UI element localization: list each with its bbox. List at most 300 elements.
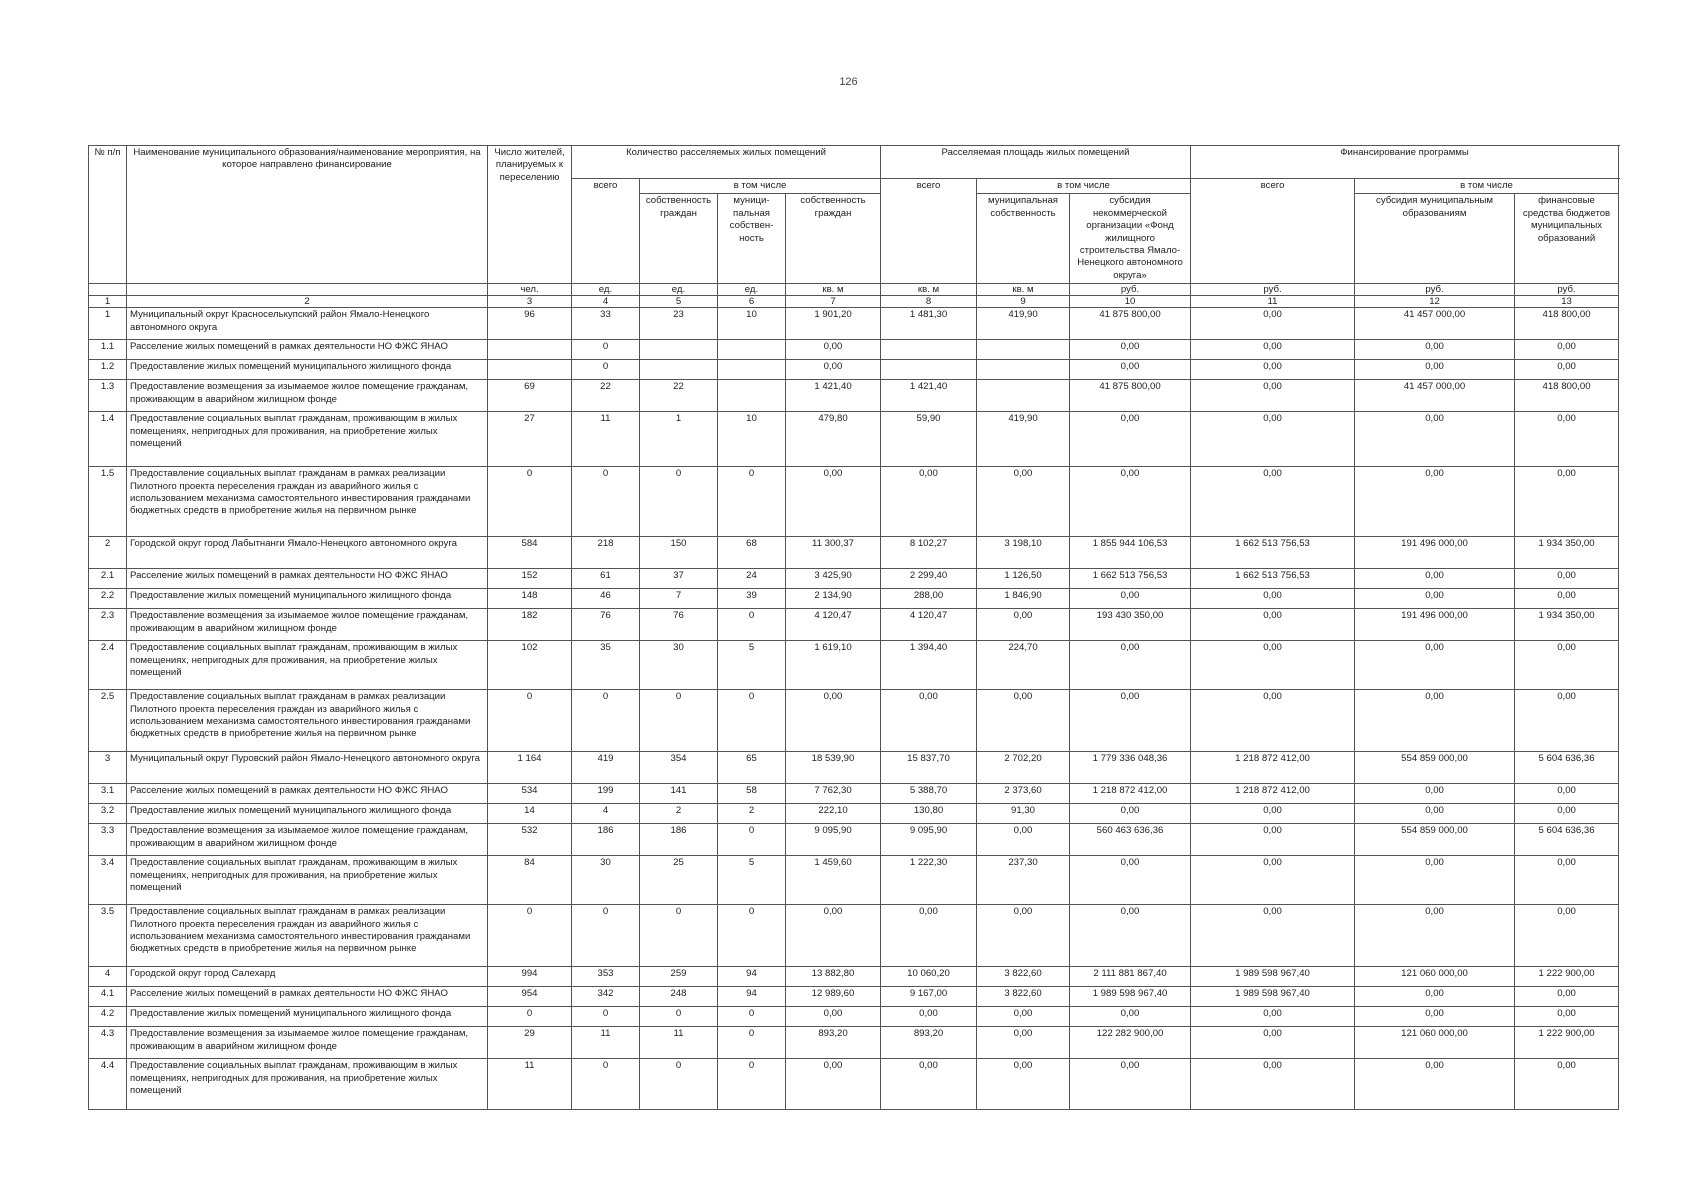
row-value: 0,00 xyxy=(1515,1059,1619,1110)
row-value: 1 164 xyxy=(488,752,572,784)
row-value: 11 xyxy=(488,1059,572,1110)
row-value xyxy=(640,340,718,360)
row-value: 0,00 xyxy=(786,905,881,967)
row-value: 7 762,30 xyxy=(786,784,881,804)
row-value: 0,00 xyxy=(1191,467,1355,537)
row-value: 58 xyxy=(718,784,786,804)
row-value xyxy=(977,360,1070,380)
table-row xyxy=(89,641,1619,690)
column-number: 11 xyxy=(1191,296,1355,308)
row-value: 0 xyxy=(488,905,572,967)
row-value: 76 xyxy=(572,609,640,641)
row-value: 1 xyxy=(640,412,718,467)
row-value: 1 222,30 xyxy=(881,856,977,905)
row-value: 152 xyxy=(488,569,572,589)
row-value: 1 934 350,00 xyxy=(1515,537,1619,569)
row-value: 0,00 xyxy=(1070,804,1191,824)
row-name: Муниципальный округ Красноселькупский район Ямало-Ненецкого автономного округа xyxy=(127,308,488,340)
row-value: 1 989 598 967,40 xyxy=(1191,987,1355,1007)
row-value: 0,00 xyxy=(1191,1007,1355,1027)
row-value xyxy=(488,340,572,360)
unit-cell: кв. м xyxy=(977,284,1070,296)
row-value: 33 xyxy=(572,308,640,340)
row-value: 0,00 xyxy=(1191,412,1355,467)
row-name: Предоставление жилых помещений муниципального жилищного фонда xyxy=(127,360,488,380)
row-value: 0,00 xyxy=(1191,804,1355,824)
row-name: Предоставление социальных выплат гражданам, проживающим в жилых помещениях, непригодных для проживания, на приобретение жилых помещений xyxy=(127,1059,488,1110)
row-value: 0,00 xyxy=(1070,641,1191,690)
row-value: 0,00 xyxy=(1515,641,1619,690)
unit-cell: руб. xyxy=(1515,284,1619,296)
table-row xyxy=(89,380,1619,412)
header-rooms-total: всего xyxy=(572,179,640,284)
row-value: 0,00 xyxy=(977,1027,1070,1059)
row-value: 0,00 xyxy=(1515,987,1619,1007)
row-number: 1.4 xyxy=(89,412,127,467)
row-value: 4 xyxy=(572,804,640,824)
row-value: 0 xyxy=(572,1059,640,1110)
header-name: Наименование муниципального образования/наименование мероприятия, на которое направлено финансирование xyxy=(127,146,488,284)
row-value: 0,00 xyxy=(1515,412,1619,467)
row-value: 419,90 xyxy=(977,308,1070,340)
row-value: 9 167,00 xyxy=(881,987,977,1007)
row-value: 9 095,90 xyxy=(786,824,881,856)
row-value: 419 xyxy=(572,752,640,784)
row-value: 0,00 xyxy=(1070,589,1191,609)
row-value: 0 xyxy=(640,467,718,537)
row-value: 96 xyxy=(488,308,572,340)
row-value: 0,00 xyxy=(1355,1007,1515,1027)
row-value: 0,00 xyxy=(1355,569,1515,589)
row-value: 0,00 xyxy=(1515,804,1619,824)
row-name: Предоставление возмещения за изымаемое жилое помещение гражданам, проживающим в аварийном жилищном фонде xyxy=(127,824,488,856)
table-row xyxy=(89,752,1619,784)
row-value: 1 846,90 xyxy=(977,589,1070,609)
row-value: 150 xyxy=(640,537,718,569)
row-value: 342 xyxy=(572,987,640,1007)
unit-cell: руб. xyxy=(1070,284,1191,296)
row-value: 0,00 xyxy=(1355,412,1515,467)
row-value: 0,00 xyxy=(881,905,977,967)
row-value: 0 xyxy=(640,905,718,967)
row-number: 4.4 xyxy=(89,1059,127,1110)
row-value: 1 855 944 106,53 xyxy=(1070,537,1191,569)
row-value: 191 496 000,00 xyxy=(1355,537,1515,569)
row-value: 22 xyxy=(640,380,718,412)
table-row xyxy=(89,569,1619,589)
row-value: 59,90 xyxy=(881,412,977,467)
row-value: 893,20 xyxy=(786,1027,881,1059)
row-value: 584 xyxy=(488,537,572,569)
row-value: 954 xyxy=(488,987,572,1007)
page-number: 126 xyxy=(839,76,858,88)
row-number: 3.5 xyxy=(89,905,127,967)
row-value: 0,00 xyxy=(1070,856,1191,905)
table-row xyxy=(89,1007,1619,1027)
row-value: 1 421,40 xyxy=(786,380,881,412)
row-value xyxy=(881,360,977,380)
row-name: Предоставление жилых помещений муниципального жилищного фонда xyxy=(127,804,488,824)
row-value: 1 989 598 967,40 xyxy=(1070,987,1191,1007)
row-value: 0,00 xyxy=(1355,340,1515,360)
row-value: 193 430 350,00 xyxy=(1070,609,1191,641)
row-value: 0,00 xyxy=(881,690,977,752)
row-value: 353 xyxy=(572,967,640,987)
row-value: 0,00 xyxy=(1191,905,1355,967)
row-name: Предоставление социальных выплат гражданам, проживающим в жилых помещениях, непригодных для проживания, на приобретение жилых помещений xyxy=(127,856,488,905)
table-row xyxy=(89,824,1619,856)
column-number: 12 xyxy=(1355,296,1515,308)
row-value: 0,00 xyxy=(1070,412,1191,467)
row-value: 532 xyxy=(488,824,572,856)
row-value xyxy=(488,360,572,380)
row-number: 1.3 xyxy=(89,380,127,412)
row-value: 10 060,20 xyxy=(881,967,977,987)
row-value: 24 xyxy=(718,569,786,589)
row-value: 0,00 xyxy=(977,824,1070,856)
row-number: 3.3 xyxy=(89,824,127,856)
row-value: 0,00 xyxy=(786,467,881,537)
row-value: 2 702,20 xyxy=(977,752,1070,784)
table-row xyxy=(89,308,1619,340)
row-number: 1 xyxy=(89,308,127,340)
row-value: 5 604 636,36 xyxy=(1515,752,1619,784)
row-value: 1 459,60 xyxy=(786,856,881,905)
row-value: 30 xyxy=(572,856,640,905)
row-value: 0,00 xyxy=(1515,360,1619,380)
row-value: 11 xyxy=(572,1027,640,1059)
row-value: 0,00 xyxy=(1355,690,1515,752)
row-value: 41 875 800,00 xyxy=(1070,308,1191,340)
row-value: 122 282 900,00 xyxy=(1070,1027,1191,1059)
row-value: 3 822,60 xyxy=(977,987,1070,1007)
row-value: 222,10 xyxy=(786,804,881,824)
row-value: 46 xyxy=(572,589,640,609)
row-value: 0 xyxy=(572,905,640,967)
row-value: 0,00 xyxy=(1191,589,1355,609)
row-name: Предоставление жилых помещений муниципального жилищного фонда xyxy=(127,1007,488,1027)
row-value: 11 300,37 xyxy=(786,537,881,569)
row-value: 84 xyxy=(488,856,572,905)
column-number: 9 xyxy=(977,296,1070,308)
table-row xyxy=(89,967,1619,987)
row-value: 2 373,60 xyxy=(977,784,1070,804)
row-value: 0,00 xyxy=(977,609,1070,641)
table-row xyxy=(89,804,1619,824)
row-value: 0,00 xyxy=(1355,905,1515,967)
row-value: 237,30 xyxy=(977,856,1070,905)
row-value: 1 218 872 412,00 xyxy=(1070,784,1191,804)
row-value: 4 120,47 xyxy=(881,609,977,641)
row-value: 0 xyxy=(572,467,640,537)
row-value: 102 xyxy=(488,641,572,690)
row-value: 0,00 xyxy=(1515,1007,1619,1027)
row-value: 354 xyxy=(640,752,718,784)
row-name: Предоставление возмещения за изымаемое жилое помещение гражданам, проживающим в аварийном жилищном фонде xyxy=(127,380,488,412)
row-value: 0,00 xyxy=(1191,641,1355,690)
row-value: 27 xyxy=(488,412,572,467)
row-value: 61 xyxy=(572,569,640,589)
row-value: 0,00 xyxy=(1515,784,1619,804)
row-name: Предоставление социальных выплат гражданам, проживающим в жилых помещениях, непригодных для проживания, на приобретение жилых помещений xyxy=(127,641,488,690)
table-row xyxy=(89,412,1619,467)
row-value: 11 xyxy=(640,1027,718,1059)
row-value: 1 222 900,00 xyxy=(1515,1027,1619,1059)
row-value: 1 779 336 048,36 xyxy=(1070,752,1191,784)
row-value: 0,00 xyxy=(786,1007,881,1027)
row-value: 1 662 513 756,53 xyxy=(1191,537,1355,569)
row-value: 25 xyxy=(640,856,718,905)
row-value: 0,00 xyxy=(1515,905,1619,967)
row-value: 5 388,70 xyxy=(881,784,977,804)
row-value xyxy=(881,340,977,360)
header-rooms-municipal: муници-пальная собствен-ность xyxy=(718,194,786,284)
header-area-group: Расселяемая площадь жилых помещений xyxy=(881,146,1191,179)
table-header xyxy=(89,146,1619,308)
row-value: 0,00 xyxy=(1070,1007,1191,1027)
row-name: Расселение жилых помещений в рамках деятельности НО ФЖС ЯНАО xyxy=(127,340,488,360)
row-number: 4.1 xyxy=(89,987,127,1007)
row-value: 0 xyxy=(718,609,786,641)
row-value: 35 xyxy=(572,641,640,690)
row-value: 2 111 881 867,40 xyxy=(1070,967,1191,987)
row-value: 2 xyxy=(640,804,718,824)
row-value: 0,00 xyxy=(1355,360,1515,380)
row-value: 0,00 xyxy=(1070,340,1191,360)
program-table xyxy=(88,145,1619,1110)
header-fin-including: в том числе xyxy=(1355,179,1619,194)
row-value: 1 222 900,00 xyxy=(1515,967,1619,987)
row-value: 224,70 xyxy=(977,641,1070,690)
row-value: 23 xyxy=(640,308,718,340)
row-value xyxy=(977,380,1070,412)
column-number: 13 xyxy=(1515,296,1619,308)
row-name: Предоставление социальных выплат гражданам в рамках реализации Пилотного проекта переселения граждан из аварийного жилья с использованием механизма самостоятельного инвестирования гражданами бюджетных средств в приобретение жилья на первичном рынке xyxy=(127,467,488,537)
row-value: 39 xyxy=(718,589,786,609)
row-value: 3 822,60 xyxy=(977,967,1070,987)
row-value: 0,00 xyxy=(1191,824,1355,856)
row-value: 1 934 350,00 xyxy=(1515,609,1619,641)
table-body xyxy=(89,308,1619,1110)
column-number: 8 xyxy=(881,296,977,308)
row-value: 0,00 xyxy=(977,1059,1070,1110)
row-value: 0 xyxy=(718,1059,786,1110)
row-value: 0 xyxy=(718,690,786,752)
row-value: 2 299,40 xyxy=(881,569,977,589)
row-value: 0,00 xyxy=(1191,1059,1355,1110)
row-name: Городской округ город Салехард xyxy=(127,967,488,987)
row-value: 0 xyxy=(572,1007,640,1027)
row-value: 419,90 xyxy=(977,412,1070,467)
row-value: 1 218 872 412,00 xyxy=(1191,784,1355,804)
row-value: 0,00 xyxy=(1355,589,1515,609)
row-value: 4 120,47 xyxy=(786,609,881,641)
column-numbers-row xyxy=(89,296,1619,308)
unit-cell: руб. xyxy=(1355,284,1515,296)
row-value: 65 xyxy=(718,752,786,784)
row-value: 3 425,90 xyxy=(786,569,881,589)
row-value: 130,80 xyxy=(881,804,977,824)
header-financing-group: Финансирование программы xyxy=(1191,146,1619,179)
table-row xyxy=(89,609,1619,641)
row-value: 0,00 xyxy=(977,467,1070,537)
header-num: № п/п xyxy=(89,146,127,284)
row-value: 5 xyxy=(718,856,786,905)
header-area-including: в том числе xyxy=(977,179,1191,194)
row-name: Предоставление социальных выплат гражданам в рамках реализации Пилотного проекта переселения граждан из аварийного жилья с использованием механизма самостоятельного инвестирования гражданами бюджетных средств в приобретение жилья на первичном рынке xyxy=(127,690,488,752)
row-value: 94 xyxy=(718,967,786,987)
row-value: 148 xyxy=(488,589,572,609)
row-value: 15 837,70 xyxy=(881,752,977,784)
row-value: 1 619,10 xyxy=(786,641,881,690)
header-area-municipal: муниципальная собственность xyxy=(977,194,1070,284)
row-value: 1 901,20 xyxy=(786,308,881,340)
row-value: 0 xyxy=(488,690,572,752)
table-row xyxy=(89,1059,1619,1110)
row-value: 41 457 000,00 xyxy=(1355,308,1515,340)
row-value: 0 xyxy=(718,1027,786,1059)
row-value: 0,00 xyxy=(1070,1059,1191,1110)
row-value: 5 604 636,36 xyxy=(1515,824,1619,856)
column-number: 2 xyxy=(127,296,488,308)
row-number: 3.2 xyxy=(89,804,127,824)
row-value: 288,00 xyxy=(881,589,977,609)
row-number: 2.1 xyxy=(89,569,127,589)
row-value: 0,00 xyxy=(1355,641,1515,690)
row-value: 0,00 xyxy=(1515,856,1619,905)
row-value: 0,00 xyxy=(1355,784,1515,804)
header-municipal-budget: финансовые средства бюджетов муниципальных образований xyxy=(1515,194,1619,284)
row-value xyxy=(718,360,786,380)
row-value: 0,00 xyxy=(1070,467,1191,537)
row-value: 1 989 598 967,40 xyxy=(1191,967,1355,987)
row-value: 0,00 xyxy=(1515,340,1619,360)
header-residents: Число жителей, планируемых к переселению xyxy=(488,146,572,284)
row-value: 2 134,90 xyxy=(786,589,881,609)
unit-cell: кв. м xyxy=(881,284,977,296)
table-row xyxy=(89,690,1619,752)
row-value: 0,00 xyxy=(1191,308,1355,340)
row-number: 3.4 xyxy=(89,856,127,905)
row-number: 2 xyxy=(89,537,127,569)
row-value: 1 126,50 xyxy=(977,569,1070,589)
row-value: 0 xyxy=(640,1059,718,1110)
row-value: 418 800,00 xyxy=(1515,308,1619,340)
row-value: 0,00 xyxy=(1070,905,1191,967)
row-value: 418 800,00 xyxy=(1515,380,1619,412)
row-value: 68 xyxy=(718,537,786,569)
row-value: 0,00 xyxy=(1355,1059,1515,1110)
row-value: 182 xyxy=(488,609,572,641)
row-value: 0 xyxy=(718,824,786,856)
row-value: 8 102,27 xyxy=(881,537,977,569)
row-value xyxy=(640,360,718,380)
row-value: 0,00 xyxy=(1070,690,1191,752)
row-value: 1 421,40 xyxy=(881,380,977,412)
row-value: 41 457 000,00 xyxy=(1355,380,1515,412)
row-value: 0,00 xyxy=(1515,690,1619,752)
row-name: Предоставление возмещения за изымаемое жилое помещение гражданам, проживающим в аварийном жилищном фонде xyxy=(127,1027,488,1059)
row-value: 0,00 xyxy=(1355,987,1515,1007)
row-number: 2.4 xyxy=(89,641,127,690)
row-value: 0 xyxy=(640,690,718,752)
row-value: 10 xyxy=(718,308,786,340)
unit-cell: ед. xyxy=(640,284,718,296)
row-value: 0,00 xyxy=(1191,609,1355,641)
row-value: 0 xyxy=(718,905,786,967)
row-value: 0,00 xyxy=(977,1007,1070,1027)
row-value: 0,00 xyxy=(1355,856,1515,905)
row-number: 3.1 xyxy=(89,784,127,804)
row-value: 1 481,30 xyxy=(881,308,977,340)
column-number: 5 xyxy=(640,296,718,308)
row-value: 37 xyxy=(640,569,718,589)
row-value: 11 xyxy=(572,412,640,467)
row-value: 0,00 xyxy=(1191,856,1355,905)
row-value: 94 xyxy=(718,987,786,1007)
header-rooms-including: в том числе xyxy=(640,179,881,194)
row-number: 1.5 xyxy=(89,467,127,537)
row-value: 199 xyxy=(572,784,640,804)
table-row xyxy=(89,784,1619,804)
row-value: 69 xyxy=(488,380,572,412)
row-value: 186 xyxy=(640,824,718,856)
column-number: 7 xyxy=(786,296,881,308)
row-value: 0,00 xyxy=(1515,467,1619,537)
row-value: 0,00 xyxy=(786,340,881,360)
row-value: 0,00 xyxy=(1191,690,1355,752)
row-value: 0,00 xyxy=(786,360,881,380)
row-number: 1.1 xyxy=(89,340,127,360)
unit-cell: ед. xyxy=(718,284,786,296)
row-name: Предоставление социальных выплат гражданам в рамках реализации Пилотного проекта переселения граждан из аварийного жилья с использованием механизма самостоятельного инвестирования гражданами бюджетных средств в приобретение жилья на первичном рынке xyxy=(127,905,488,967)
row-number: 4.3 xyxy=(89,1027,127,1059)
row-value: 248 xyxy=(640,987,718,1007)
row-name: Расселение жилых помещений в рамках деятельности НО ФЖС ЯНАО xyxy=(127,987,488,1007)
header-rooms-citizens: собственность граждан xyxy=(640,194,718,284)
header-fin-total: всего xyxy=(1191,179,1355,284)
unit-cell: руб. xyxy=(1191,284,1355,296)
row-value: 91,30 xyxy=(977,804,1070,824)
row-value: 479,80 xyxy=(786,412,881,467)
row-value xyxy=(718,380,786,412)
header-rooms-group: Количество расселяемых жилых помещений xyxy=(572,146,881,179)
table-row xyxy=(89,589,1619,609)
unit-cell: чел. xyxy=(488,284,572,296)
row-number: 4.2 xyxy=(89,1007,127,1027)
row-name: Предоставление жилых помещений муниципального жилищного фонда xyxy=(127,589,488,609)
row-value: 0,00 xyxy=(977,905,1070,967)
header-area-citizens: собственность граждан xyxy=(786,194,881,284)
row-value: 0,00 xyxy=(1355,804,1515,824)
row-value: 0,00 xyxy=(786,1059,881,1110)
row-name: Расселение жилых помещений в рамках деятельности НО ФЖС ЯНАО xyxy=(127,569,488,589)
row-value: 0,00 xyxy=(1191,1027,1355,1059)
header-fund-subsidy: субсидия некоммерческой организации «Фонд жилищного строительства Ямало-Ненецкого автономного округа» xyxy=(1070,194,1191,284)
row-value: 1 218 872 412,00 xyxy=(1191,752,1355,784)
row-value: 0,00 xyxy=(1515,589,1619,609)
row-value: 0 xyxy=(488,1007,572,1027)
unit-cell: кв. м xyxy=(786,284,881,296)
row-value: 0,00 xyxy=(881,467,977,537)
column-number: 1 xyxy=(89,296,127,308)
row-number: 4 xyxy=(89,967,127,987)
table-row xyxy=(89,340,1619,360)
row-value: 1 662 513 756,53 xyxy=(1191,569,1355,589)
row-value: 141 xyxy=(640,784,718,804)
row-value: 14 xyxy=(488,804,572,824)
row-value: 9 095,90 xyxy=(881,824,977,856)
